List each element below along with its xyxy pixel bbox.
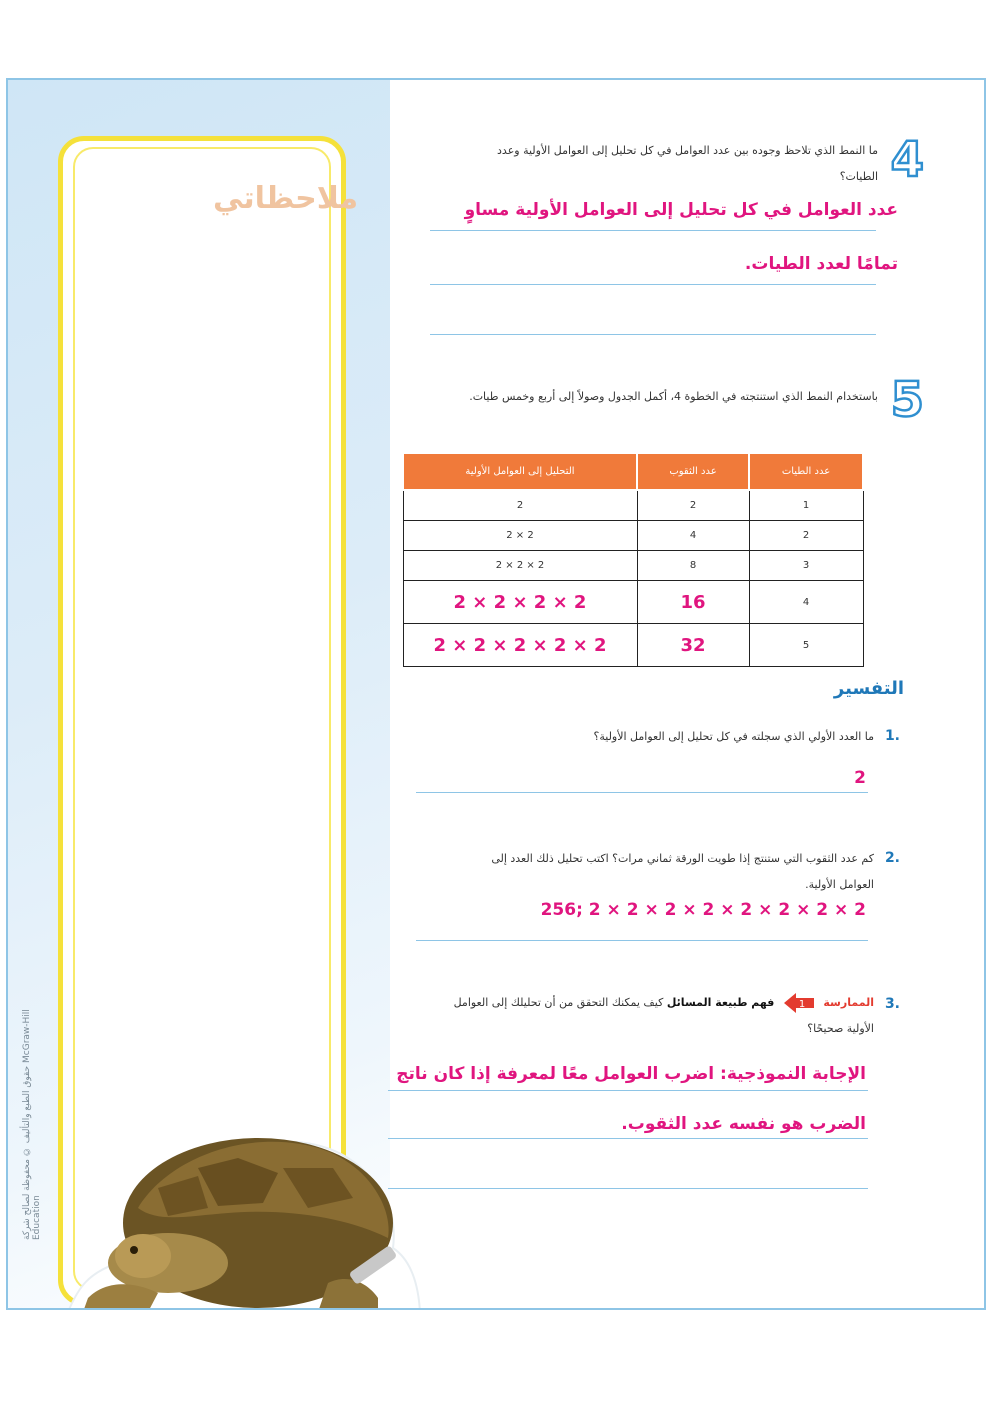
factorization-cell: 2 × 2 × 2 (403, 551, 637, 581)
folds-cell: 4 (749, 581, 863, 624)
answer-rule (430, 284, 876, 285)
item-3-question: كيف يمكنك التحقق من أن تحليلك إلى العوامل الأولية صحيحًا؟ (453, 996, 874, 1035)
item-3-answer-line-2[interactable]: الضرب هو نفسه عدد الثقوب. (621, 1114, 866, 1134)
item-1-question: ما العدد الأولي الذي سجلته في كل تحليل إلى العوامل الأولية؟ (593, 730, 874, 743)
step-4-answer-line-1[interactable]: عدد العوامل في كل تحليل إلى العوامل الأولية مساوٍ (464, 200, 898, 220)
page-frame (6, 78, 986, 1310)
step-4-answer-line-2[interactable]: تمامًا لعدد الطيات. (744, 254, 898, 274)
table-row (403, 624, 863, 667)
answer-rule (388, 1188, 868, 1189)
holes-cell: 4 (637, 521, 749, 551)
practice-label: الممارسة (823, 996, 874, 1009)
practice-badge-number: 1 (798, 999, 806, 1010)
turtle-illustration (48, 1088, 428, 1310)
copyright-credit: حقوق الطبع والتأليف © محفوظة لصالح شركة McGraw-Hill Education (22, 1009, 42, 1240)
factorization-cell: 2 × 2 (403, 521, 637, 551)
header-holes: عدد الثقوب (637, 453, 749, 490)
folds-cell: 1 (749, 490, 863, 521)
step-4-number: 4 (890, 132, 924, 188)
item-2-number: 2. (884, 850, 900, 866)
answer-rule (416, 940, 868, 941)
folds-cell: 5 (749, 624, 863, 667)
answer-rule (416, 792, 868, 793)
table-row (403, 551, 863, 581)
item-3-answer-line-1[interactable]: الإجابة النموذجية: اضرب العوامل معًا لمعرفة إذا كان ناتج (396, 1064, 866, 1084)
notes-title: ملاحظاتي (213, 181, 359, 216)
table-row (403, 490, 863, 521)
answer-rule (388, 1138, 868, 1139)
holes-cell: 8 (637, 551, 749, 581)
table-row (403, 521, 863, 551)
step-4-question: ما النمط الذي تلاحظ وجوده بين عدد العوامل في كل تحليل إلى العوامل الأولية وعدد الطيات؟ (497, 144, 878, 183)
header-folds: عدد الطيات (749, 453, 863, 490)
holes-answer-cell[interactable]: 32 (637, 624, 749, 667)
header-factorization: التحليل إلى العوامل الأولية (403, 453, 637, 490)
folds-table (402, 452, 864, 667)
step-5-number: 5 (890, 372, 924, 428)
item-2-question: كم عدد الثقوب التي ستنتج إذا طويت الورقة ثماني مرات؟ اكتب تحليل ذلك العدد إلى العوامل الأولية. (491, 852, 874, 891)
holes-cell: 2 (637, 490, 749, 521)
interpretation-title: التفسير (833, 678, 904, 699)
item-3-number: 3. (884, 996, 900, 1012)
folds-cell: 2 (749, 521, 863, 551)
step-5-question: باستخدام النمط الذي استنتجته في الخطوة 4، أكمل الجدول وصولاً إلى أربع وخمس طيات. (469, 390, 878, 403)
answer-rule (430, 230, 876, 231)
factorization-answer-cell[interactable]: 2 × 2 × 2 × 2 × 2 (403, 624, 637, 667)
answer-rule (388, 1090, 868, 1091)
practice-arrow-icon (782, 992, 816, 1014)
item-1-number: 1. (884, 728, 900, 744)
answer-rule (430, 334, 876, 335)
item-2-answer[interactable]: 256; 2 × 2 × 2 × 2 × 2 × 2 × 2 × 2 (540, 900, 866, 920)
table-row (403, 581, 863, 624)
factorization-answer-cell[interactable]: 2 × 2 × 2 × 2 (403, 581, 637, 624)
content-column (388, 80, 924, 1308)
folds-cell: 3 (749, 551, 863, 581)
factorization-cell: 2 (403, 490, 637, 521)
practice-skill-label: فهم طبيعة المسائل (666, 996, 775, 1009)
item-3-question-block (444, 990, 874, 1042)
item-1-answer[interactable]: 2 (854, 768, 866, 788)
holes-answer-cell[interactable]: 16 (637, 581, 749, 624)
